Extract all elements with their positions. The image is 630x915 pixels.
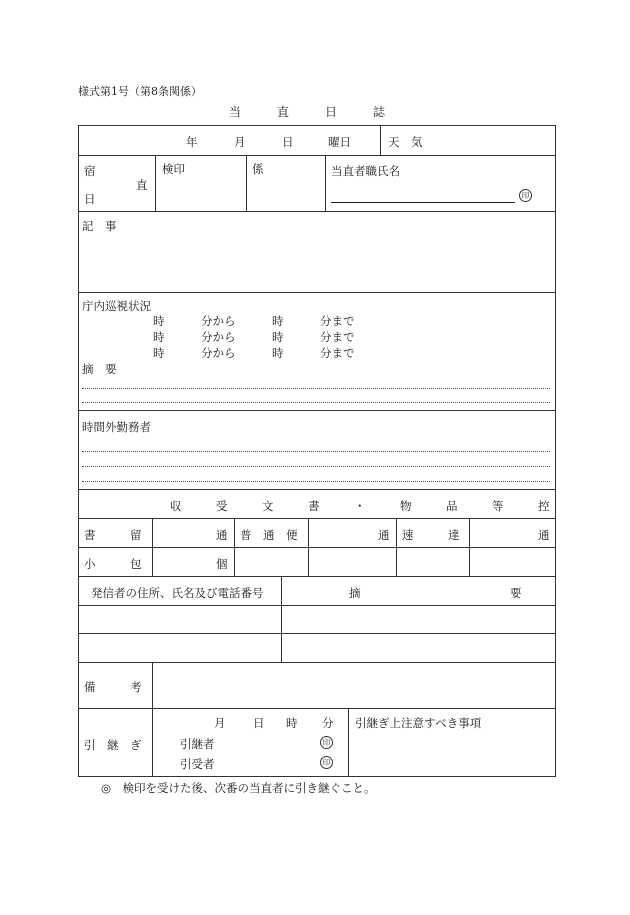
receipt-header: 収 受 文 書 ・ 物 品 等 控 bbox=[170, 499, 550, 513]
sender-header: 発信者の住所、氏名及び電話番号 bbox=[91, 586, 264, 600]
handover-month: 月 bbox=[214, 716, 226, 730]
inspection-seal-label: 検印 bbox=[162, 162, 185, 176]
patrol-hour-3: 時 bbox=[153, 330, 165, 344]
year-label: 年 bbox=[186, 135, 198, 149]
ordinary-mail-label: 普 通 便 bbox=[240, 528, 298, 542]
receiver-seal-mark: 印 bbox=[320, 756, 333, 769]
duty-type-nichi: 日 bbox=[84, 192, 96, 206]
giver-seal-mark: 印 bbox=[320, 736, 333, 749]
duty-type-shuku: 宿 bbox=[84, 164, 96, 178]
patrol-hour-1: 時 bbox=[153, 314, 165, 328]
handover-day: 日 bbox=[253, 716, 265, 730]
weather-label: 天 気 bbox=[388, 135, 423, 149]
officer-seal-mark: 印 bbox=[519, 189, 532, 202]
page-title: 当 直 日 誌 bbox=[229, 105, 386, 119]
patrol-hour-2: 時 bbox=[272, 314, 284, 328]
patrol-hour-4: 時 bbox=[272, 330, 284, 344]
handover-notes-label: 引継ぎ上注意すべき事項 bbox=[355, 716, 482, 730]
officer-name-label: 当直者職氏名 bbox=[331, 164, 400, 178]
patrol-until-1: 分まで bbox=[320, 314, 355, 328]
express-mail-label: 速 達 bbox=[402, 528, 460, 542]
month-label: 月 bbox=[234, 135, 246, 149]
patrol-label: 庁内巡視状況 bbox=[82, 299, 151, 313]
footnote: ◎ 検印を受けた後、次番の当直者に引き継ぐこと。 bbox=[101, 781, 376, 795]
day-label: 日 bbox=[282, 135, 294, 149]
handover-giver-label: 引継者 bbox=[180, 737, 215, 751]
patrol-hour-5: 時 bbox=[153, 346, 165, 360]
patrol-from-1: 分から bbox=[201, 314, 236, 328]
patrol-until-2: 分まで bbox=[320, 330, 355, 344]
overtime-label: 時間外勤務者 bbox=[82, 420, 151, 434]
parcel-unit: 個 bbox=[216, 557, 228, 571]
staff-label: 係 bbox=[252, 162, 264, 176]
patrol-until-3: 分まで bbox=[320, 346, 355, 360]
handover-hour: 時 bbox=[286, 716, 298, 730]
form-id: 様式第1号（第8条関係） bbox=[78, 85, 202, 98]
patrol-from-2: 分から bbox=[201, 330, 236, 344]
handover-label: 引 継 ぎ bbox=[84, 738, 142, 752]
handover-receiver-label: 引受者 bbox=[180, 757, 215, 771]
registered-unit: 通 bbox=[216, 528, 228, 542]
remarks-label: 備 考 bbox=[84, 680, 142, 694]
handover-minute: 分 bbox=[322, 716, 334, 730]
registered-mail-label: 書 留 bbox=[84, 528, 142, 542]
duty-type-choku: 直 bbox=[136, 178, 148, 192]
parcel-label: 小 包 bbox=[84, 557, 142, 571]
summary-header: 摘 要 bbox=[349, 586, 522, 600]
ordinary-mail-unit: 通 bbox=[378, 528, 390, 542]
patrol-summary-label: 摘 要 bbox=[82, 362, 117, 376]
patrol-from-3: 分から bbox=[201, 346, 236, 360]
record-label: 記 事 bbox=[82, 219, 117, 233]
express-mail-unit: 通 bbox=[538, 528, 550, 542]
weekday-label: 曜日 bbox=[328, 135, 351, 149]
patrol-hour-6: 時 bbox=[272, 346, 284, 360]
